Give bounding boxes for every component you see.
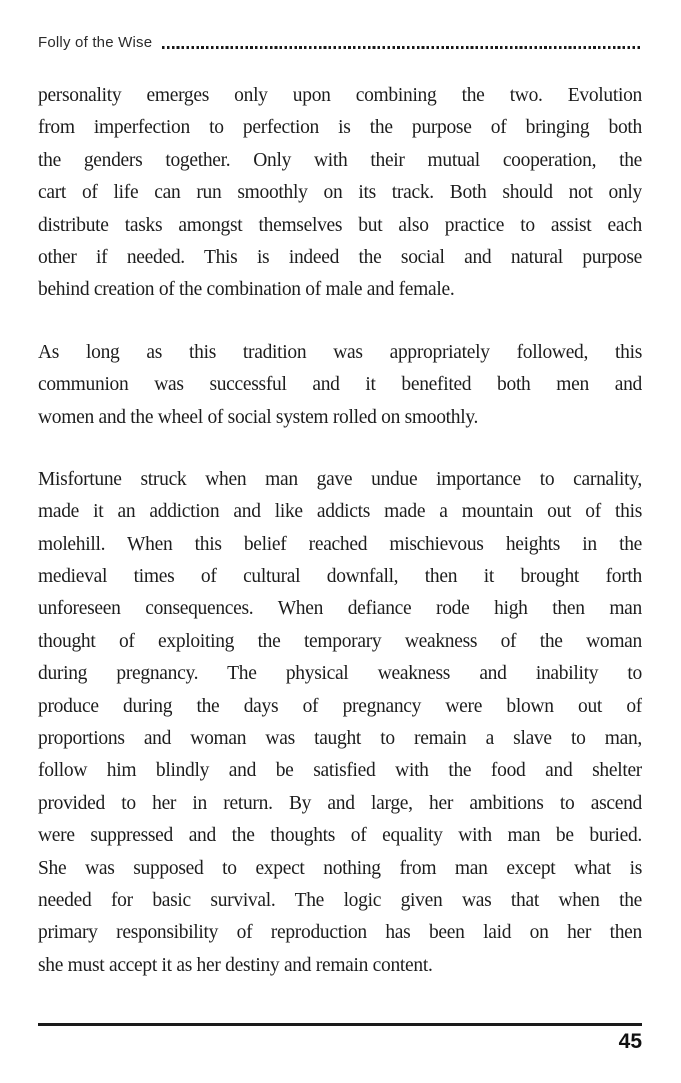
text-line: other if needed. This is indeed the social and natural purpose: [38, 246, 642, 268]
running-header-title: Folly of the Wise: [38, 34, 153, 51]
text-line: produce during the days of pregnancy were blown out of: [38, 695, 642, 717]
text-line: were suppressed and the thoughts of equality with man be buried.: [38, 825, 642, 847]
text-line: she must accept it as her destiny and remain content.: [38, 954, 433, 976]
page-number: 45: [618, 1030, 642, 1053]
text-line: the genders together. Only with their mutual cooperation, the: [38, 149, 642, 171]
text-line: from imperfection to perfection is the purpose of bringing both: [38, 117, 642, 139]
text-line: follow him blindly and be satisfied with the food and shelter: [38, 760, 642, 782]
text-line: personality emerges only upon combining the two. Evolution: [38, 85, 642, 106]
running-header: [38, 34, 642, 52]
paragraph: [38, 80, 642, 307]
text-line: distribute tasks amongst themselves but also practice to assist each: [38, 214, 642, 236]
text-line: women and the wheel of social system rolled on smoothly.: [38, 406, 479, 428]
text-line: communion was successful and it benefited both men and: [38, 374, 642, 396]
text-line: As long as this tradition was appropriately followed, this: [38, 341, 642, 363]
text-line: Misfortune struck when man gave undue importance to carnality,: [38, 468, 642, 490]
text-line: needed for basic survival. The logic given was that when the: [38, 889, 642, 911]
text-line: thought of exploiting the temporary weakness of the woman: [38, 630, 642, 652]
text-line: unforeseen consequences. When defiance rode high then man: [38, 598, 642, 620]
page-body: [38, 80, 642, 982]
text-line: behind creation of the combination of male and female.: [38, 279, 455, 301]
text-line: proportions and woman was taught to remain a slave to man,: [38, 728, 642, 750]
text-line: She was supposed to expect nothing from man except what is: [38, 857, 642, 879]
paragraph: [38, 337, 642, 434]
text-line: provided to her in return. By and large, her ambitions to ascend: [38, 792, 642, 814]
paragraph: [38, 464, 642, 982]
text-line: during pregnancy. The physical weakness and inability to: [38, 663, 642, 685]
text-line: primary responsibility of reproduction has been laid on her then: [38, 922, 642, 944]
text-line: medieval times of cultural downfall, then it brought forth: [38, 566, 642, 588]
dotted-leader: [162, 46, 641, 49]
text-line: molehill. When this belief reached mischievous heights in the: [38, 533, 642, 555]
text-line: made it an addiction and like addicts made a mountain out of this: [38, 501, 642, 523]
text-line: cart of life can run smoothly on its track. Both should not only: [38, 182, 642, 204]
footer-rule: [38, 1023, 642, 1026]
